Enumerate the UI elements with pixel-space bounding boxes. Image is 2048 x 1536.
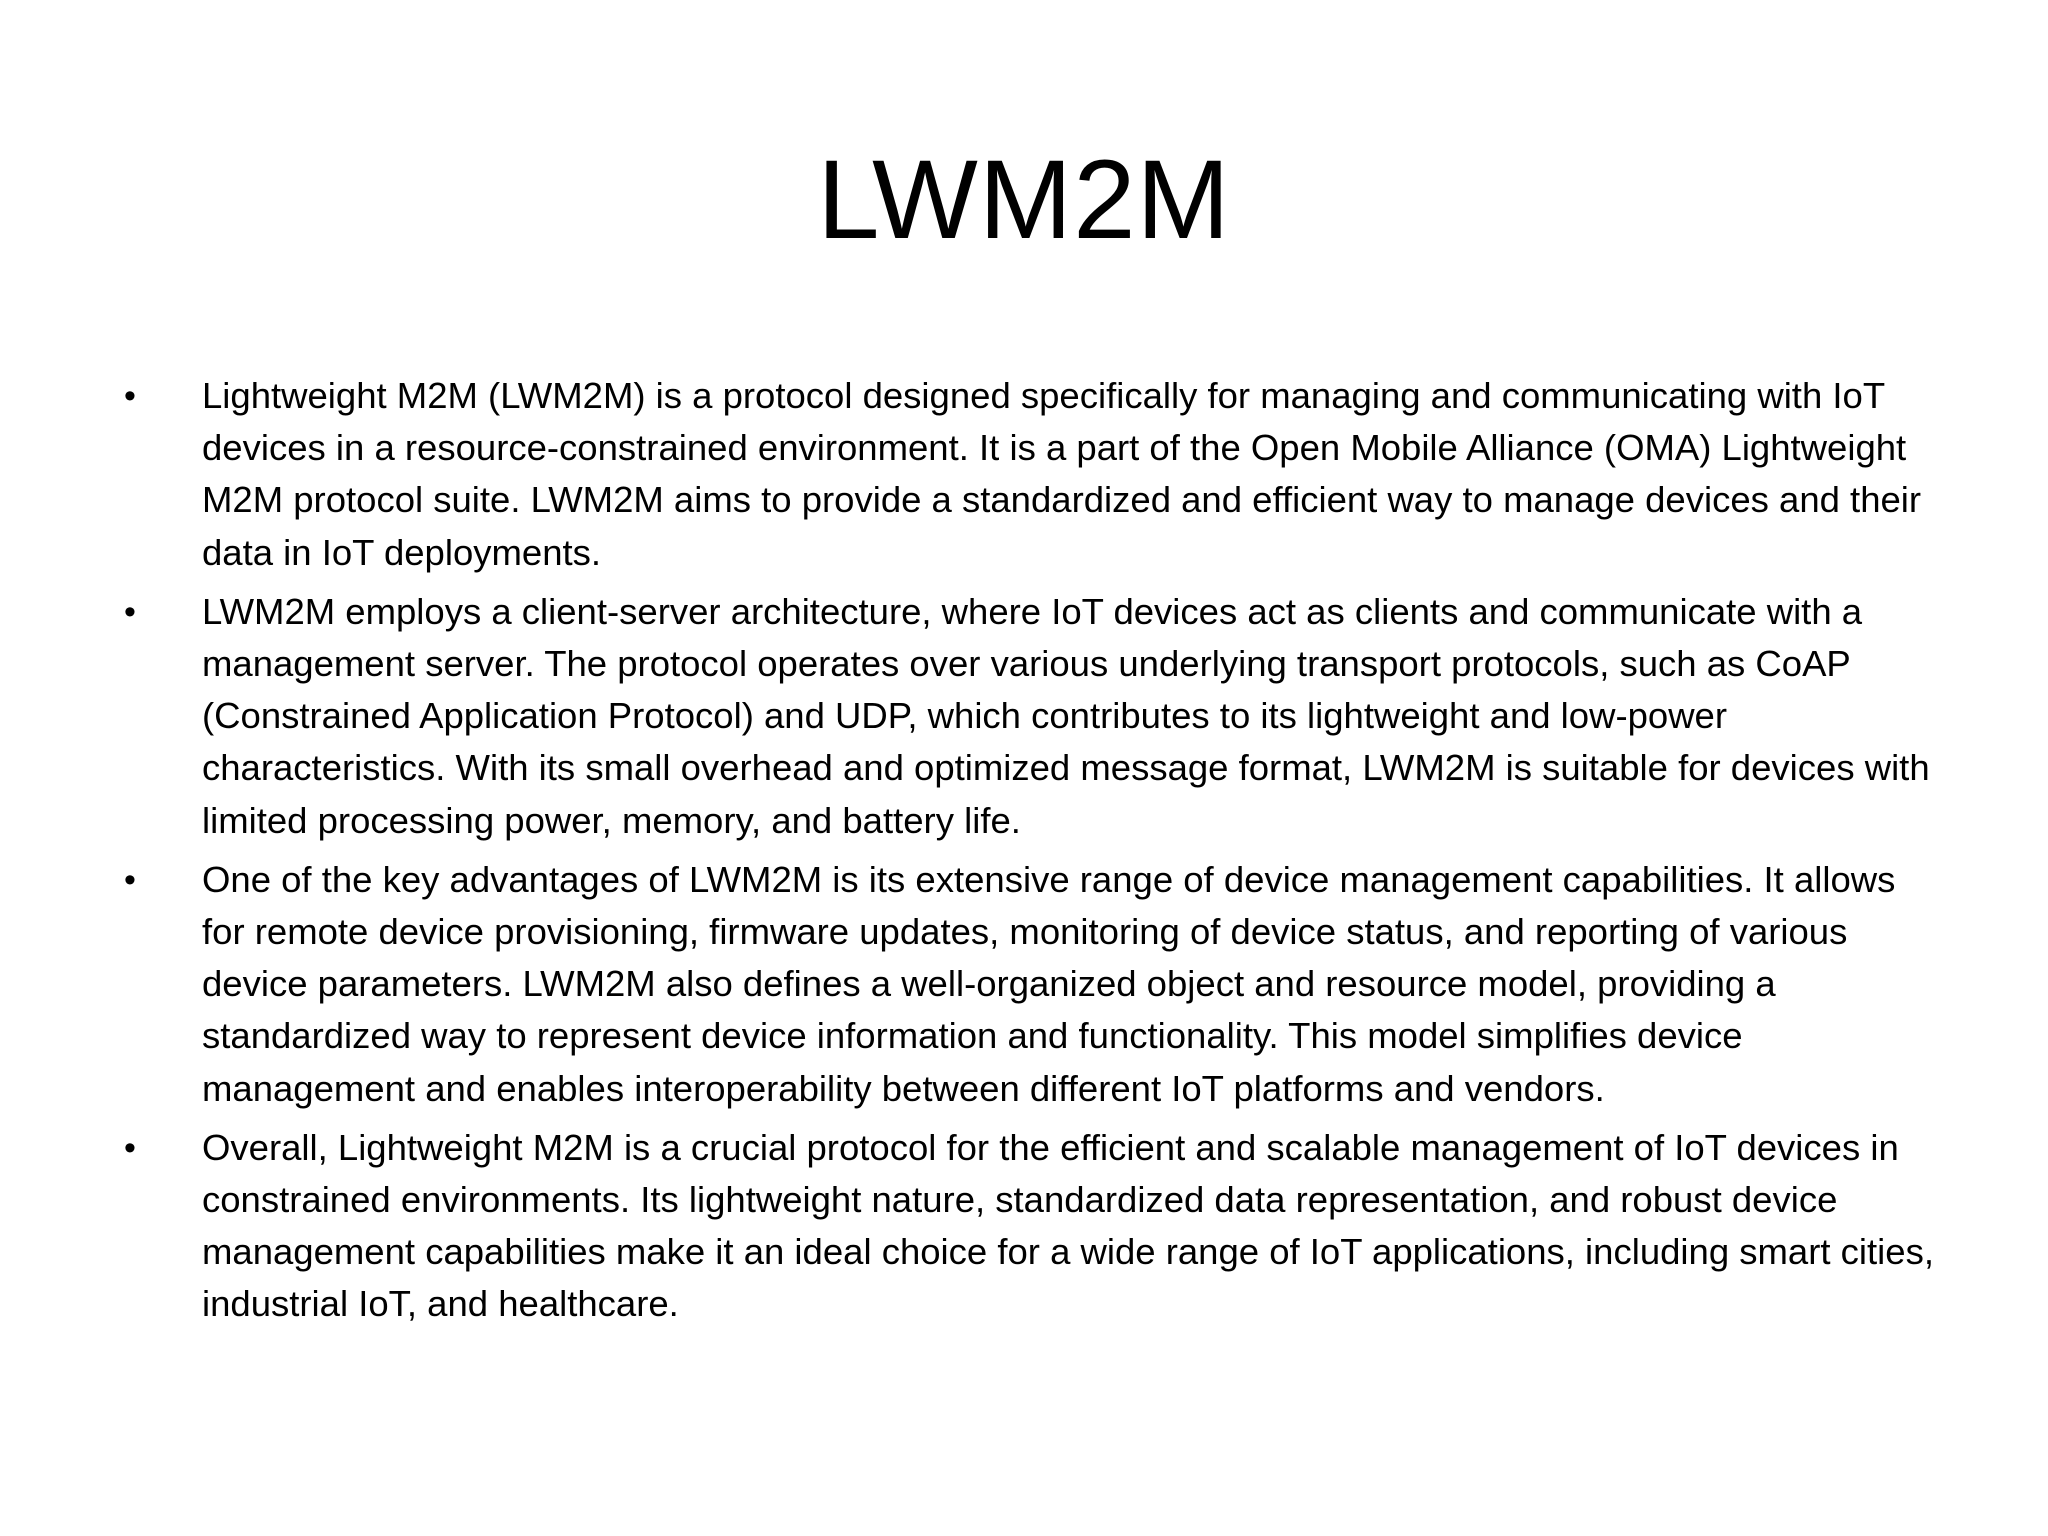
bullet-text: Lightweight M2M (LWM2M) is a protocol designed specifically for managing and communicating with IoT devices in a resource-constrained environment. It is a part of the Open Mobile Alliance (OMA) Lightweight M2M protocol suite. LWM2M aims to provide a standardized and efficient way to manage devices and their data in IoT deployments.	[202, 375, 1922, 573]
slide-title: LWM2M	[817, 137, 1231, 262]
bullet-dot-icon: •	[124, 1128, 136, 1167]
bullet-item	[120, 1122, 1940, 1331]
bullet-list	[120, 370, 1940, 1338]
bullet-dot-icon: •	[124, 592, 136, 631]
bullet-text: LWM2M employs a client-server architecture, where IoT devices act as clients and communicate with a management server. The protocol operates over various underlying transport protocols, such as CoAP (Constrained Application Protocol) and UDP, which contributes to its lightweight and low-power characteristics. With its small overhead and optimized message format, LWM2M is suitable for devices with limited processing power, memory, and battery life.	[202, 590, 1930, 841]
bullet-dot-icon: •	[124, 860, 136, 899]
bullet-item	[120, 854, 1940, 1115]
bullet-text: Overall, Lightweight M2M is a crucial protocol for the efficient and scalable management of IoT devices in constrained environments. Its lightweight nature, standardized data representation, and robust device management capabilities make it an ideal choice for a wide range of IoT applications, including smart cities, industrial IoT, and healthcare.	[202, 1126, 1934, 1325]
bullet-item	[120, 586, 1940, 847]
bullet-dot-icon: •	[124, 377, 136, 415]
bullet-item	[120, 370, 1940, 579]
bullet-text: One of the key advantages of LWM2M is its extensive range of device management capabilities. It allows for remote device provisioning, firmware updates, monitoring of device status, and reporting of various device parameters. LWM2M also defines a well-organized object and resource model, providing a standardized way to represent device information and functionality. This model simplifies device management and enables interoperability between different IoT platforms and vendors.	[202, 858, 1896, 1109]
